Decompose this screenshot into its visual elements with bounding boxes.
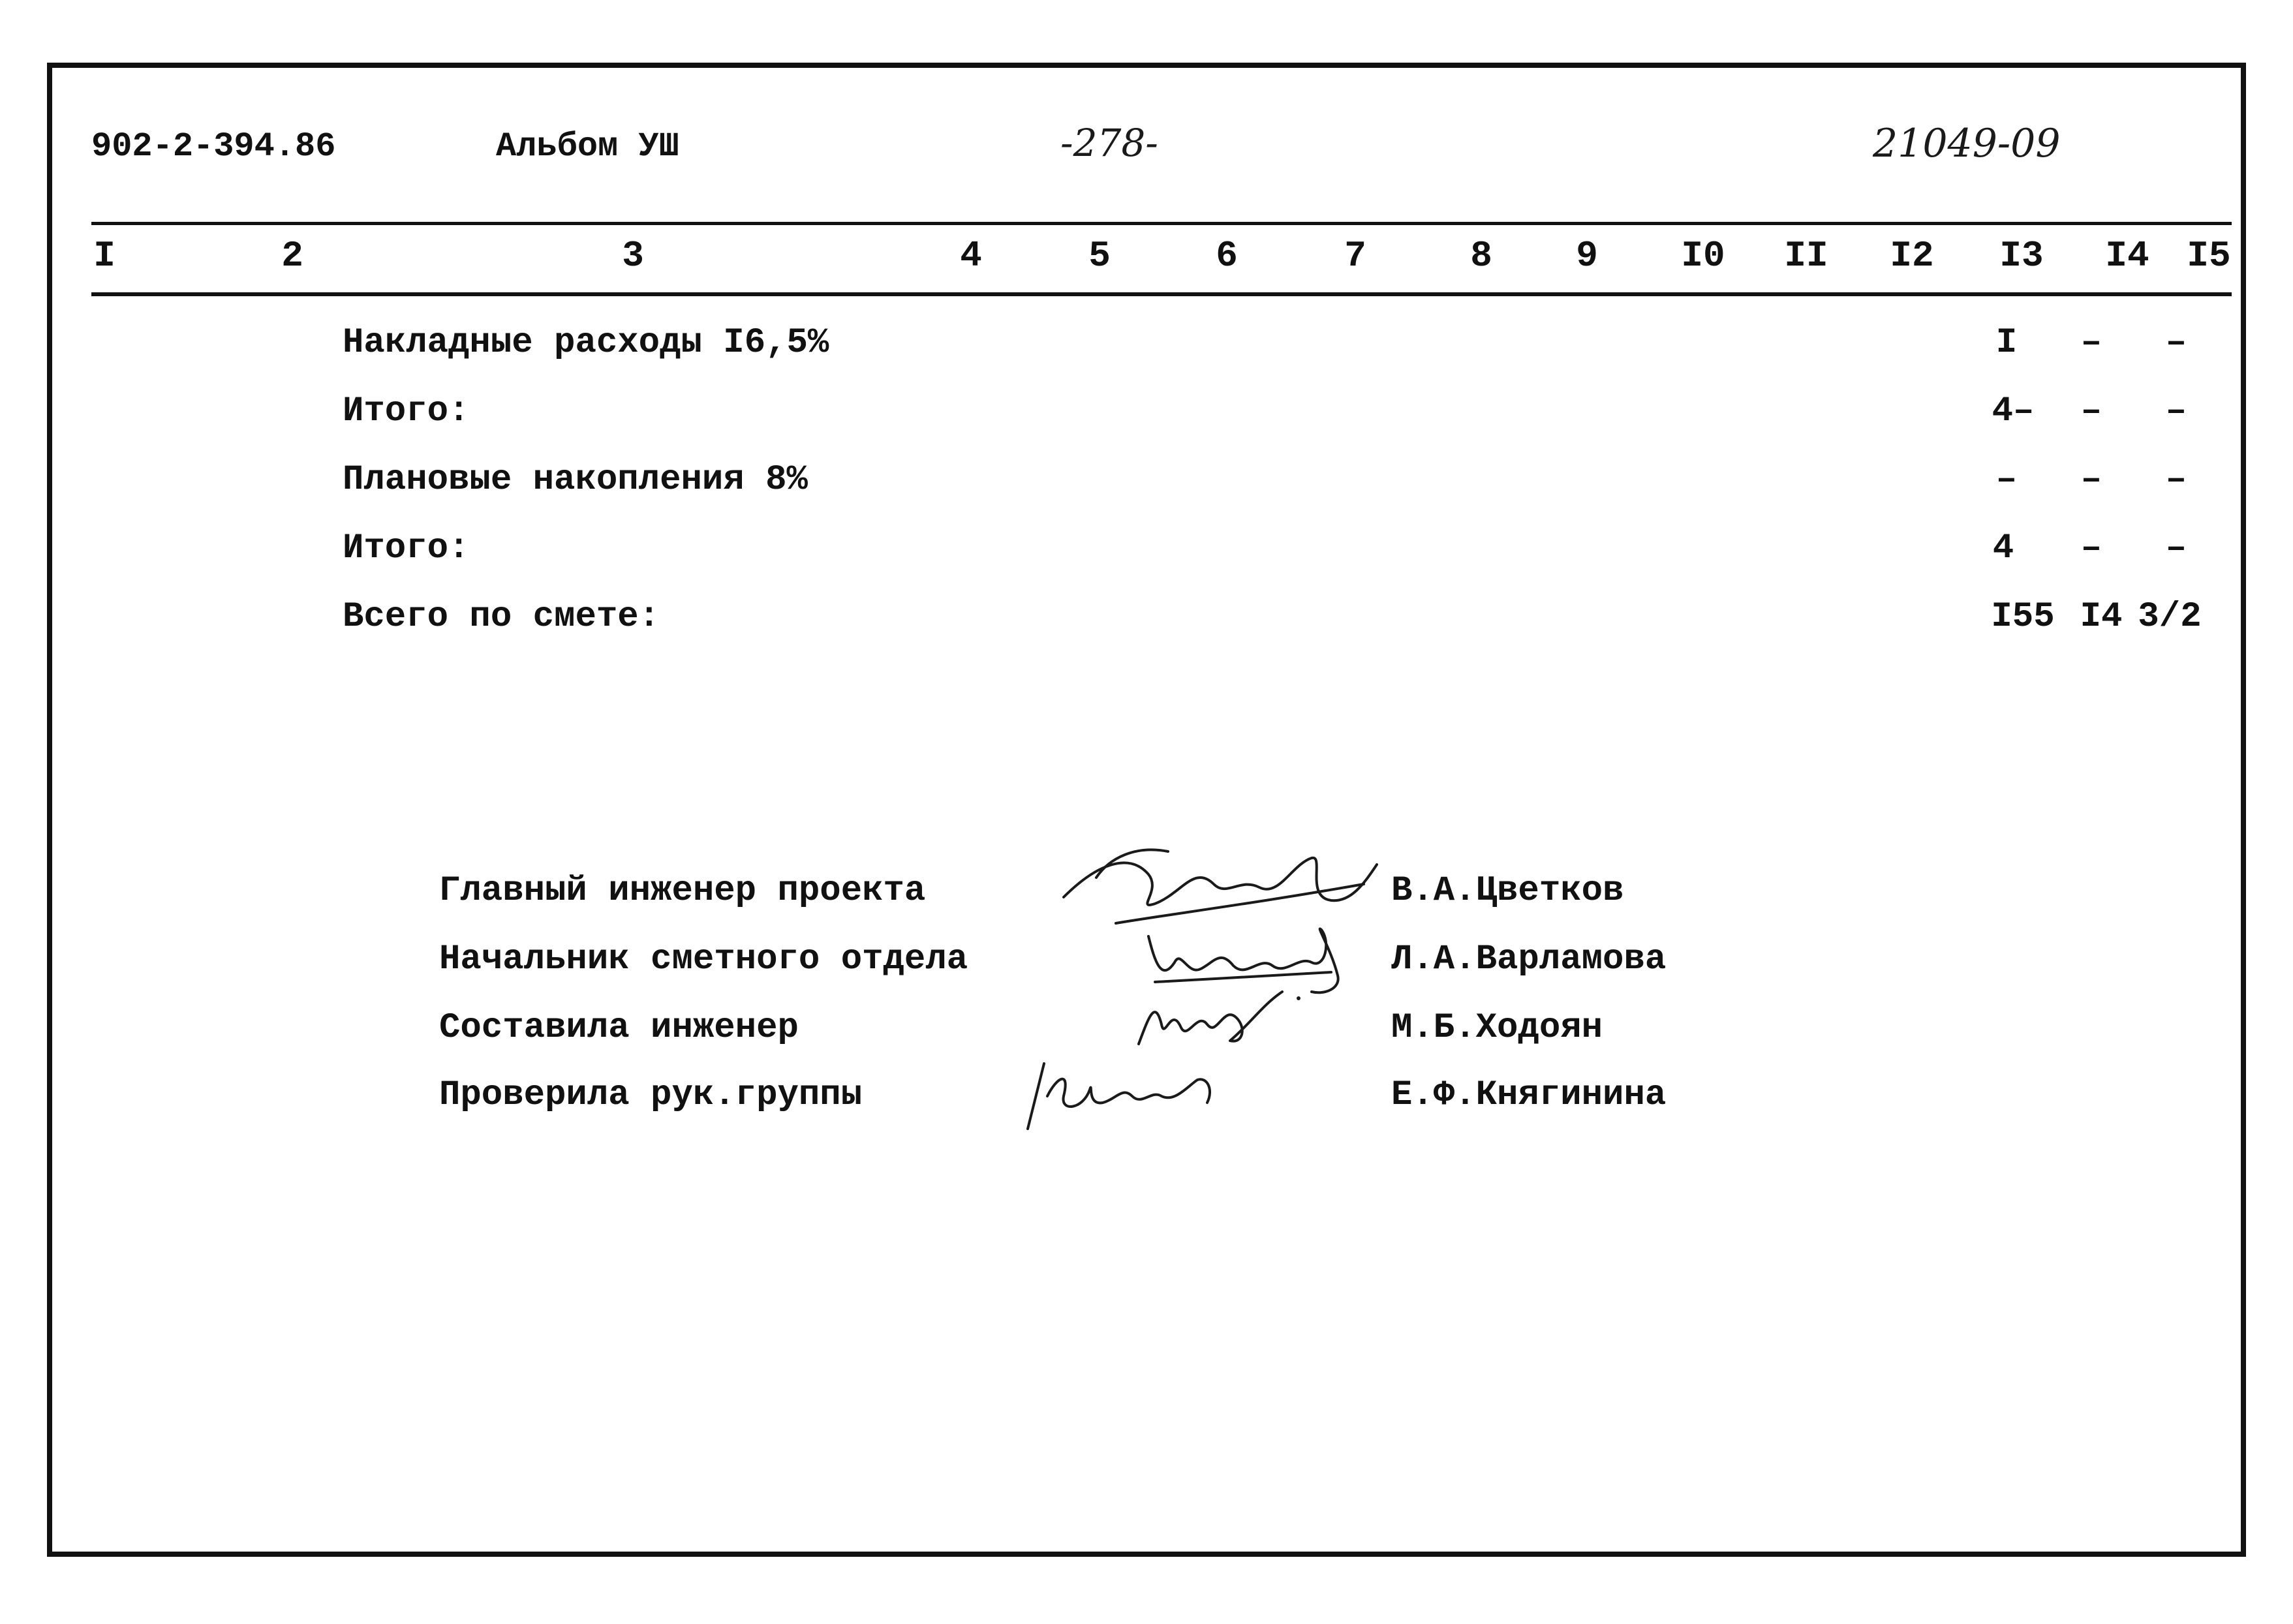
signature-role: Главный инженер проекта (439, 871, 926, 911)
row-label: Итого: (343, 391, 470, 431)
column-number: 5 (1088, 235, 1111, 277)
column-number: I (93, 235, 115, 277)
column-number: I0 (1681, 235, 1725, 277)
column-number: I5 (2187, 235, 2231, 277)
row-cell-col15: – (2165, 460, 2187, 500)
page-frame (47, 63, 2246, 1557)
signature-name: Е.Ф.Княгинина (1391, 1075, 1667, 1115)
column-number: 2 (281, 235, 303, 277)
row-cell-col14: – (2080, 460, 2102, 500)
signature-scribble (1018, 1050, 1240, 1135)
page-number: -278- (1060, 121, 1158, 165)
row-cell-col15: – (2165, 391, 2187, 431)
signature-name: М.Б.Ходоян (1391, 1008, 1603, 1048)
row-cell-col13: 4 (1992, 529, 2014, 568)
signature-name: В.А.Цветков (1391, 871, 1624, 911)
doc-code: 902-2-394.86 (91, 127, 336, 166)
column-number: 8 (1470, 235, 1492, 277)
sheet-code: 21049-09 (1873, 121, 2061, 166)
column-number: 4 (960, 235, 982, 277)
row-cell-col13: I55 (1991, 597, 2055, 637)
column-number: I3 (1999, 235, 2044, 277)
row-cell-col15: – (2165, 529, 2187, 568)
row-label: Всего по смете: (343, 597, 660, 637)
row-label: Плановые накопления 8% (343, 460, 808, 500)
column-number: 7 (1344, 235, 1366, 277)
signature-name: Л.А.Варламова (1391, 940, 1667, 979)
signature-role: Проверила рук.группы (439, 1075, 863, 1115)
album-label: Альбом УШ (496, 127, 679, 166)
row-cell-col13: 4– (1992, 391, 2035, 431)
row-label: Итого: (343, 529, 470, 568)
row-cell-col13: – (1995, 460, 2018, 500)
column-number: I2 (1890, 235, 1934, 277)
column-number: 3 (622, 235, 644, 277)
row-cell-col14: – (2080, 323, 2102, 363)
row-cell-col15: – (2165, 323, 2187, 363)
signature-role: Начальник сметного отдела (439, 940, 968, 979)
column-number: 9 (1576, 235, 1598, 277)
row-label: Накладные расходы I6,5% (343, 323, 829, 363)
column-number: 6 (1216, 235, 1238, 277)
row-cell-col14: – (2080, 529, 2102, 568)
column-number: II (1784, 235, 1828, 277)
row-cell-col14: I4 (2080, 597, 2123, 637)
signature-scribble (1132, 979, 1328, 1057)
column-number: I4 (2105, 235, 2149, 277)
table-top-rule (91, 222, 2232, 225)
signature-role: Составила инженер (439, 1008, 799, 1048)
row-cell-col13: I (1995, 323, 2018, 363)
row-cell-col15: 3/2 (2138, 597, 2202, 637)
row-cell-col14: – (2080, 391, 2102, 431)
table-header-rule (91, 292, 2232, 296)
